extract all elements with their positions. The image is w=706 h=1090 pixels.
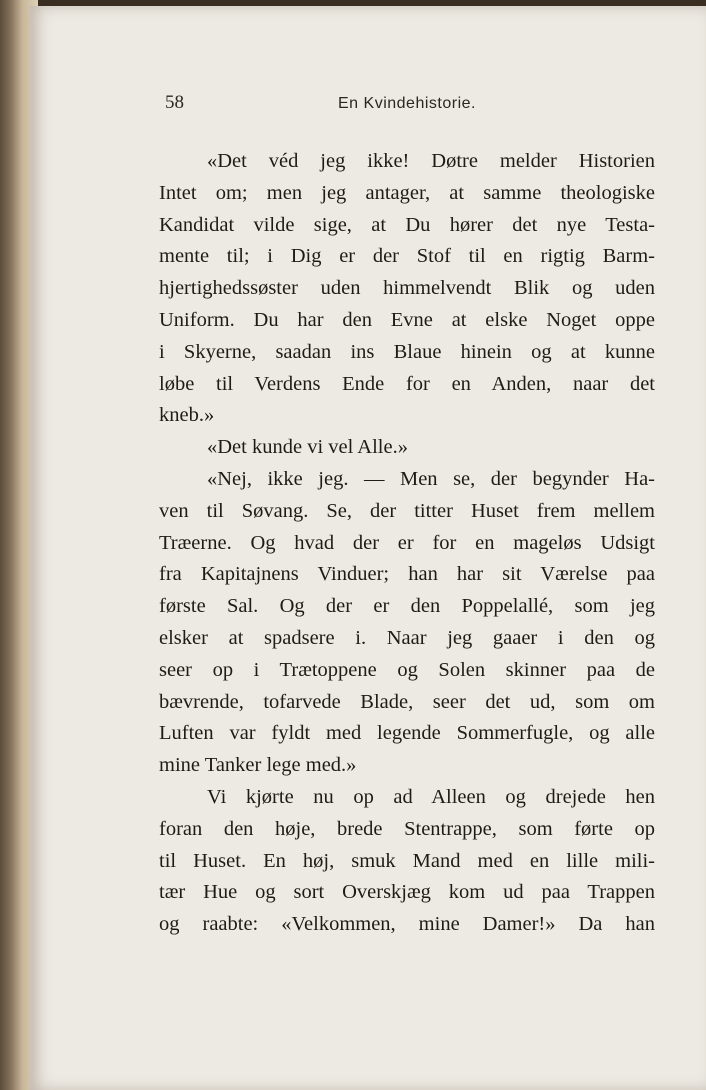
- text-line: hjertighedssøster uden himmelvendt Blik og uden: [159, 277, 655, 300]
- text-line: foran den høje, brede Stentrappe, som førte op: [159, 817, 655, 840]
- text-line: tær Hue og sort Overskjæg kom ud paa Trappen: [159, 881, 655, 904]
- text-line: første Sal. Og der er den Poppelallé, som jeg: [159, 595, 655, 618]
- text-line: og raabte: «Velkommen, mine Damer!» Da han: [159, 913, 655, 936]
- text-line: Træerne. Og hvad der er for en mageløs Udsigt: [159, 531, 655, 554]
- text-line: Vi kjørte nu op ad Alleen og drejede hen: [207, 785, 655, 808]
- text-line: Luften var fyldt med legende Sommerfugle, og alle: [159, 722, 655, 745]
- text-line: Kandidat vilde sige, at Du hører det nye Testa-: [159, 213, 655, 236]
- text-line: «Det véd jeg ikke! Døtre melder Historien: [207, 150, 655, 172]
- text-line: løbe til Verdens Ende for en Anden, naar det: [159, 372, 655, 395]
- body-text: [159, 146, 655, 941]
- text-line: mine Tanker lege med.»: [159, 754, 357, 777]
- text-line: seer op i Trætoppene og Solen skinner paa de: [159, 658, 655, 681]
- text-line: Uniform. Du har den Evne at elske Noget oppe: [159, 308, 655, 331]
- page-number: 58: [165, 92, 184, 113]
- running-title: En Kvindehistorie.: [338, 95, 476, 112]
- text-line: ven til Søvang. Se, der titter Huset frem mellem: [159, 499, 655, 522]
- text-line: mente til; i Dig er der Stof til en rigtig Barm-: [159, 245, 655, 268]
- page-header: [30, 88, 706, 118]
- text-line: Intet om; men jeg antager, at samme theologiske: [159, 181, 655, 204]
- text-line: bævrende, tofarvede Blade, seer det ud, som om: [159, 690, 655, 713]
- text-line: i Skyerne, saadan ins Blaue hinein og at kunne: [159, 340, 655, 363]
- text-line: elsker at spadsere i. Naar jeg gaaer i den og: [159, 626, 655, 649]
- text-line: til Huset. En høj, smuk Mand med en lille mili-: [159, 849, 655, 872]
- book-page: [30, 6, 706, 1090]
- text-line: fra Kapitajnens Vinduer; han har sit Værelse paa: [159, 563, 655, 586]
- text-line: «Det kunde vi vel Alle.»: [207, 436, 408, 459]
- text-line: kneb.»: [159, 404, 215, 427]
- text-line: «Nej, ikke jeg. — Men se, der begynder Ha-: [207, 467, 655, 490]
